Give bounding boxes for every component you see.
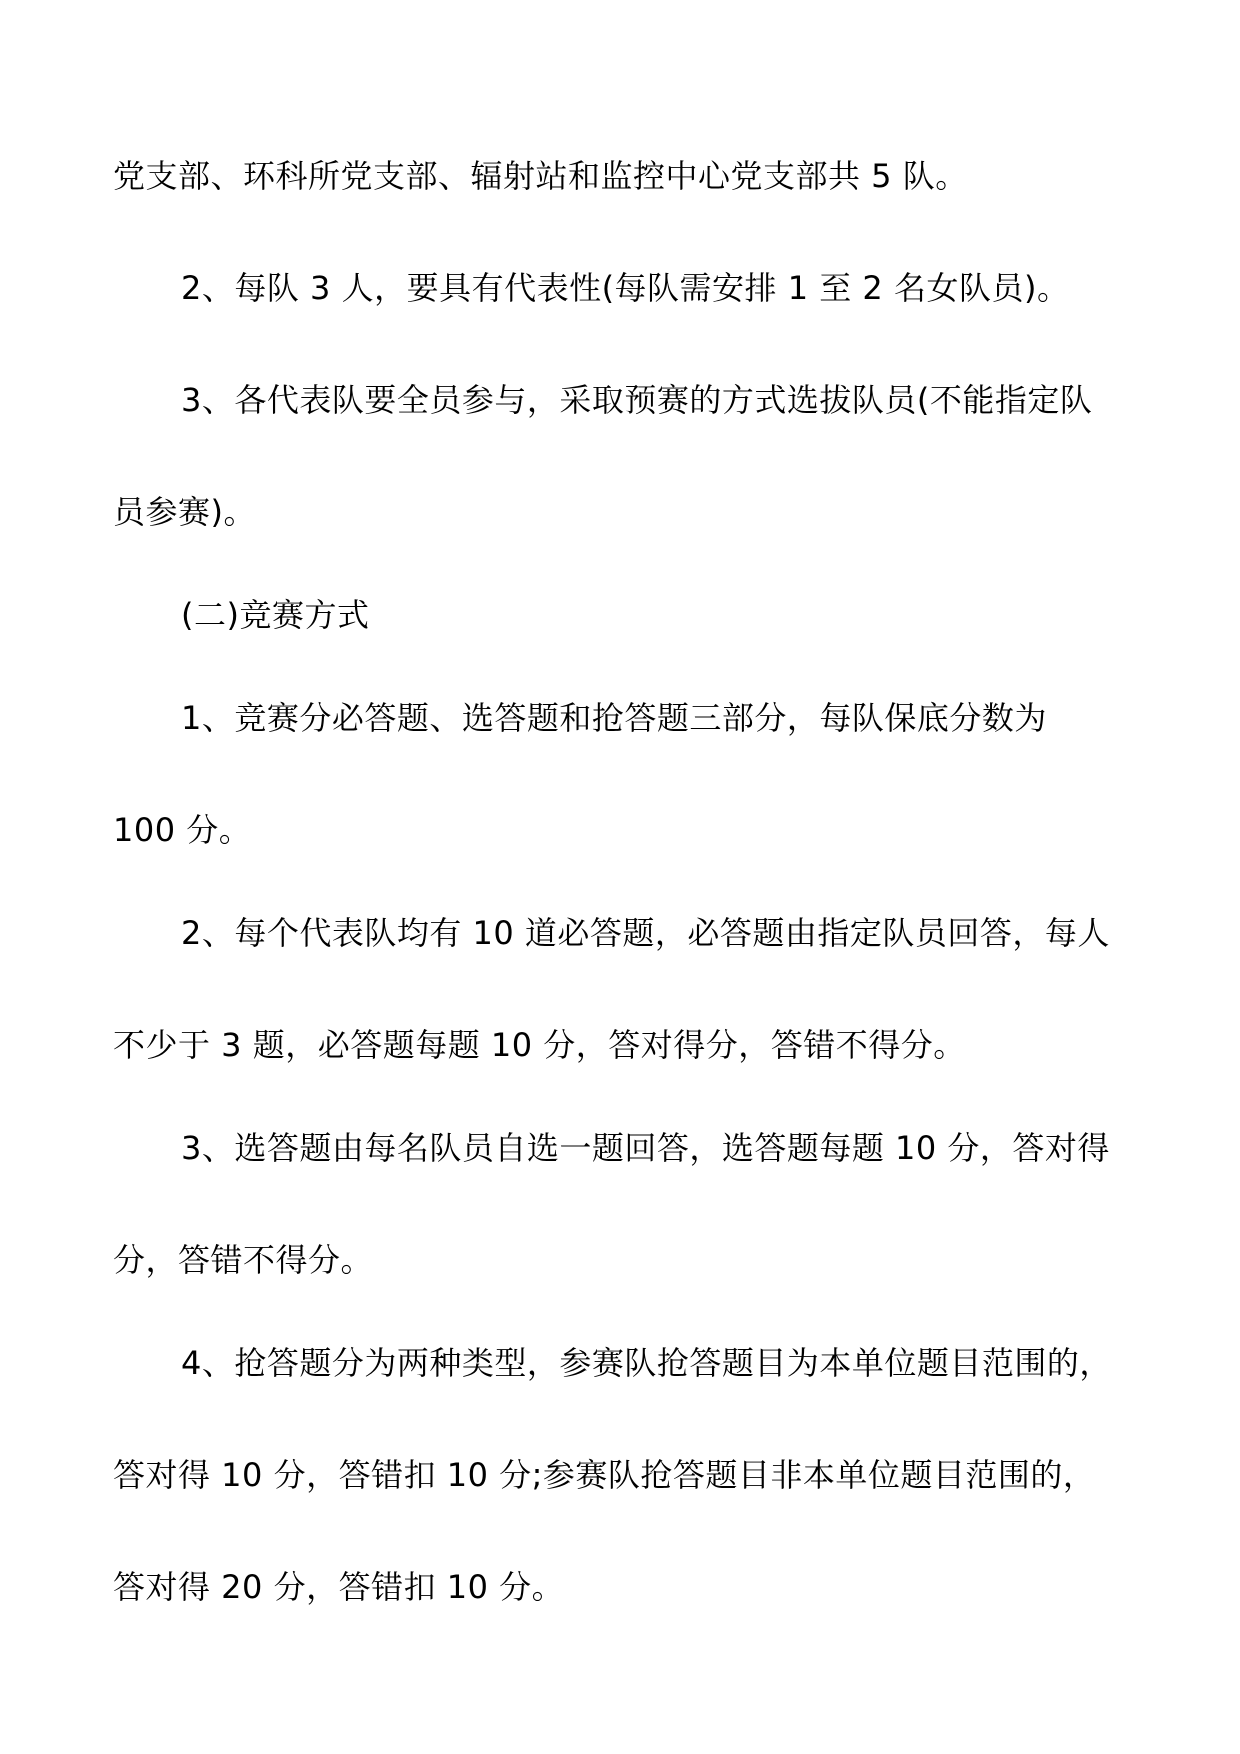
paragraph-line-optional-scoring: 分，答错不得分。: [113, 1241, 374, 1279]
paragraph-line-team-size: 2、每队 3 人，要具有代表性(每队需安排 1 至 2 名女队员)。: [181, 269, 1070, 307]
paragraph-line-required-scoring: 不少于 3 题，必答题每题 10 分，答对得分，答错不得分。: [113, 1026, 966, 1064]
section-heading-competition-format: (二)竞赛方式: [181, 596, 370, 634]
paragraph-line-selection-cont: 员参赛)。: [113, 493, 256, 531]
paragraph-line-buzzer-scoring-other: 答对得 20 分，答错扣 10 分。: [113, 1568, 565, 1606]
paragraph-line-question-types: 1、竞赛分必答题、选答题和抢答题三部分，每队保底分数为: [181, 699, 1047, 737]
paragraph-line-base-score: 100 分。: [113, 811, 252, 849]
paragraph-line-required-questions: 2、每个代表队均有 10 道必答题，必答题由指定队员回答，每人: [181, 914, 1110, 952]
paragraph-line-participants-cont: 党支部、环科所党支部、辐射站和监控中心党支部共 5 队。: [113, 157, 968, 195]
document-body: [113, 150, 1153, 1614]
paragraph-line-selection: 3、各代表队要全员参与，采取预赛的方式选拔队员(不能指定队: [181, 381, 1093, 419]
paragraph-line-buzzer-types: 4、抢答题分为两种类型，参赛队抢答题目为本单位题目范围的，: [181, 1344, 1112, 1382]
paragraph-line-buzzer-scoring-own: 答对得 10 分，答错扣 10 分;参赛队抢答题目非本单位题目范围的，: [113, 1456, 1096, 1494]
paragraph-line-optional-questions: 3、选答题由每名队员自选一题回答，选答题每题 10 分，答对得: [181, 1129, 1110, 1167]
